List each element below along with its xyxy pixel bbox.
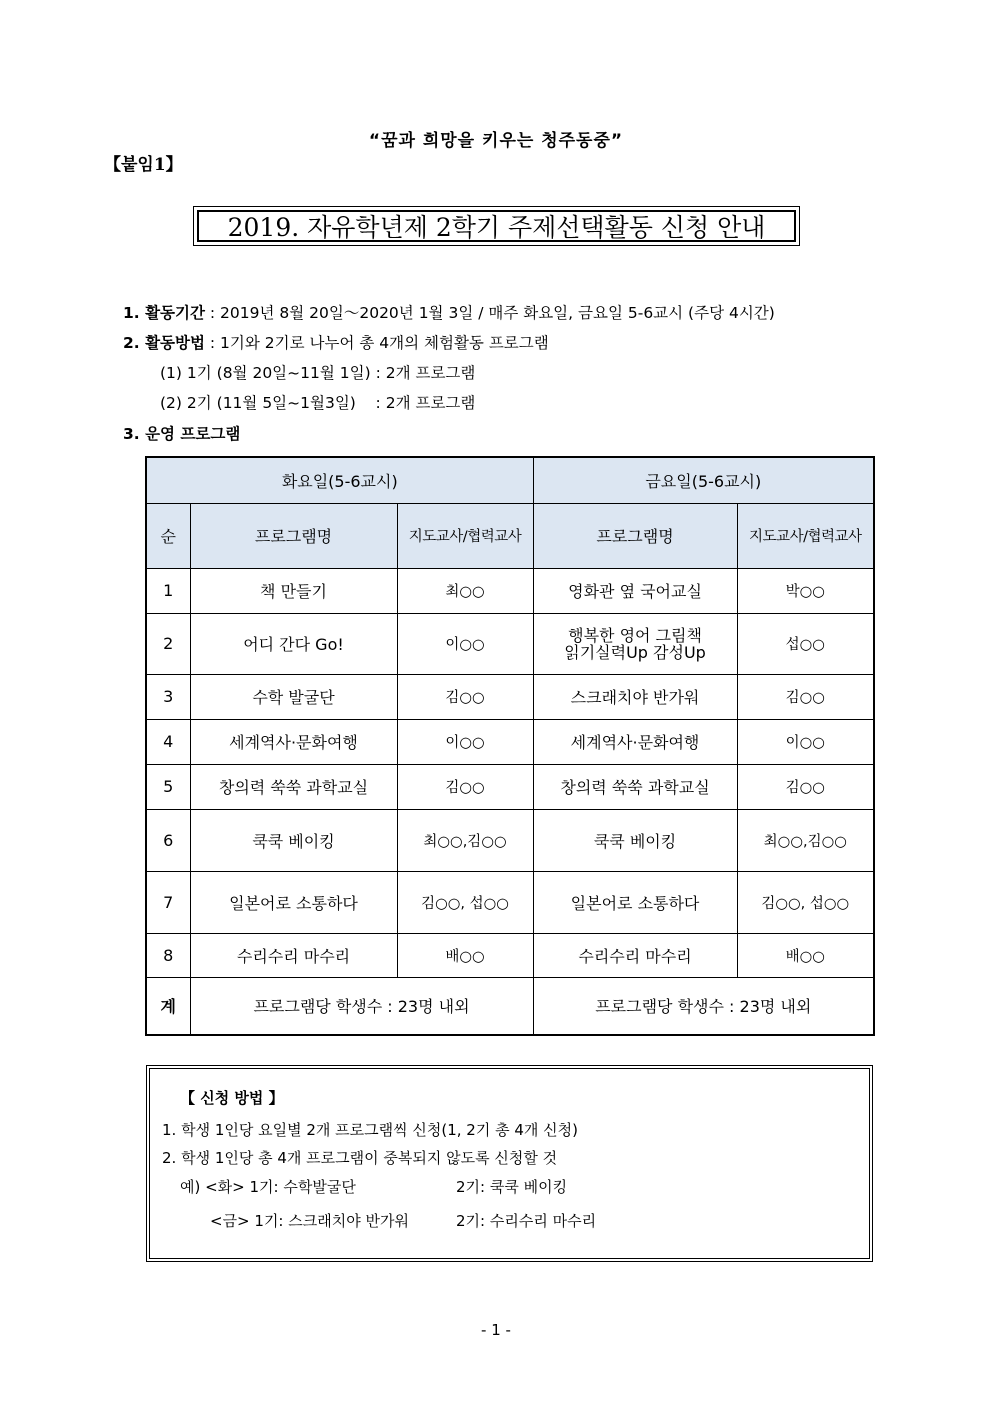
info-label: 1. 활동기간 xyxy=(123,304,205,322)
tue-program: 창의력 쑥쑥 과학교실 xyxy=(190,764,397,809)
total-label: 계 xyxy=(146,977,190,1035)
info-value: : 1기와 2기로 나누어 총 4개의 체험활동 프로그램 xyxy=(204,334,549,352)
school-slogan: “꿈과 희망을 키우는 청주동중” xyxy=(368,131,624,151)
fri-program: 창의력 쑥쑥 과학교실 xyxy=(533,764,737,809)
notice-title: 【 신청 방법 】 xyxy=(180,1089,284,1107)
fri-teacher: 이○○ xyxy=(737,719,874,764)
table-day-header-row xyxy=(146,457,874,503)
notice-example-a-right: 2기: 쿡쿡 베이킹 xyxy=(456,1178,568,1196)
table-row xyxy=(146,764,874,809)
program-table xyxy=(145,456,875,1036)
table-row xyxy=(146,674,874,719)
tue-program: 일본어로 소통하다 xyxy=(190,871,397,933)
notice-example-a-left: 예) <화> 1기: 수학발굴단 xyxy=(180,1178,356,1196)
info-item-period xyxy=(123,301,775,323)
tue-teacher: 이○○ xyxy=(397,719,533,764)
table-column-header-row xyxy=(146,503,874,568)
fri-teacher: 김○○, 섭○○ xyxy=(737,871,874,933)
row-number: 7 xyxy=(146,871,190,933)
application-notice-box xyxy=(146,1065,873,1262)
col-tue-teacher-header: 지도교사/협력교사 xyxy=(397,503,533,568)
fri-program: 스크래치야 반가워 xyxy=(533,674,737,719)
tue-teacher: 최○○ xyxy=(397,568,533,613)
tue-teacher: 김○○, 섭○○ xyxy=(397,871,533,933)
notice-example-b-right: 2기: 수리수리 마수리 xyxy=(456,1212,597,1230)
tue-program: 책 만들기 xyxy=(190,568,397,613)
tue-program: 수학 발굴단 xyxy=(190,674,397,719)
fri-teacher: 김○○ xyxy=(737,764,874,809)
tue-program: 세계역사·문화여행 xyxy=(190,719,397,764)
row-number: 1 xyxy=(146,568,190,613)
info-value: : 2019년 8월 20일～2020년 1월 3일 / 매주 화요일, 금요일 5-6교시 (주당 4시간) xyxy=(204,304,775,322)
col-tue-program-header: 프로그램명 xyxy=(190,503,397,568)
page-title: 2019. 자유학년제 2학기 주제선택활동 신청 안내 xyxy=(197,210,796,242)
table-row xyxy=(146,613,874,674)
col-no-header: 순 xyxy=(146,503,190,568)
info-subitem-1: (1) 1기 (8월 20일~11월 1일) : 2개 프로그램 xyxy=(160,364,476,382)
tue-program: 쿡쿡 베이킹 xyxy=(190,809,397,871)
table-row xyxy=(146,568,874,613)
tue-teacher: 김○○ xyxy=(397,764,533,809)
fri-program: 세계역사·문화여행 xyxy=(533,719,737,764)
row-number: 4 xyxy=(146,719,190,764)
tue-program: 어디 간다 Go! xyxy=(190,613,397,674)
fri-teacher: 김○○ xyxy=(737,674,874,719)
notice-line-1: 1. 학생 1인당 요일별 2개 프로그램씩 신청(1, 2기 총 4개 신청) xyxy=(162,1121,578,1139)
fri-program: 일본어로 소통하다 xyxy=(533,871,737,933)
fri-teacher: 박○○ xyxy=(737,568,874,613)
tue-total: 프로그램당 학생수 : 23명 내외 xyxy=(190,977,533,1035)
table-row xyxy=(146,809,874,871)
fri-program-line: 읽기실력Up 감성Up xyxy=(564,642,706,662)
attachment-label: 【붙임1】 xyxy=(104,155,183,175)
fri-program: 수리수리 마수리 xyxy=(533,933,737,977)
row-number: 6 xyxy=(146,809,190,871)
info-label: 2. 활동방법 xyxy=(123,334,205,352)
fri-program: 영화관 옆 국어교실 xyxy=(533,568,737,613)
row-number: 3 xyxy=(146,674,190,719)
tue-program: 수리수리 마수리 xyxy=(190,933,397,977)
fri-teacher: 배○○ xyxy=(737,933,874,977)
row-number: 5 xyxy=(146,764,190,809)
info-label: 3. 운영 프로그램 xyxy=(123,425,241,443)
fri-teacher: 섭○○ xyxy=(737,613,874,674)
row-number: 8 xyxy=(146,933,190,977)
title-box xyxy=(193,206,800,246)
info-item-programs xyxy=(123,422,240,444)
table-total-row xyxy=(146,977,874,1035)
info-subitem-2: (2) 2기 (11월 5일~1월3일) : 2개 프로그램 xyxy=(160,394,476,412)
tue-teacher: 김○○ xyxy=(397,674,533,719)
notice-example-b-left: <금> 1기: 스크래치야 반가워 xyxy=(210,1212,409,1230)
fri-teacher: 최○○,김○○ xyxy=(737,809,874,871)
row-number: 2 xyxy=(146,613,190,674)
friday-header: 금요일(5-6교시) xyxy=(533,457,874,503)
fri-program-line: 행복한 영어 그림책 xyxy=(568,625,702,645)
info-item-method xyxy=(123,331,549,353)
tue-teacher: 이○○ xyxy=(397,613,533,674)
table-row xyxy=(146,719,874,764)
fri-total: 프로그램당 학생수 : 23명 내외 xyxy=(533,977,874,1035)
notice-line-2: 2. 학생 1인당 총 4개 프로그램이 중복되지 않도록 신청할 것 xyxy=(162,1149,558,1167)
tuesday-header: 화요일(5-6교시) xyxy=(146,457,533,503)
table-row xyxy=(146,871,874,933)
fri-program xyxy=(533,613,737,674)
table-row xyxy=(146,933,874,977)
tue-teacher: 배○○ xyxy=(397,933,533,977)
col-fri-teacher-header: 지도교사/협력교사 xyxy=(737,503,874,568)
page-number: - 1 - xyxy=(481,1321,511,1339)
fri-program: 쿡쿡 베이킹 xyxy=(533,809,737,871)
col-fri-program-header: 프로그램명 xyxy=(533,503,737,568)
tue-teacher: 최○○,김○○ xyxy=(397,809,533,871)
